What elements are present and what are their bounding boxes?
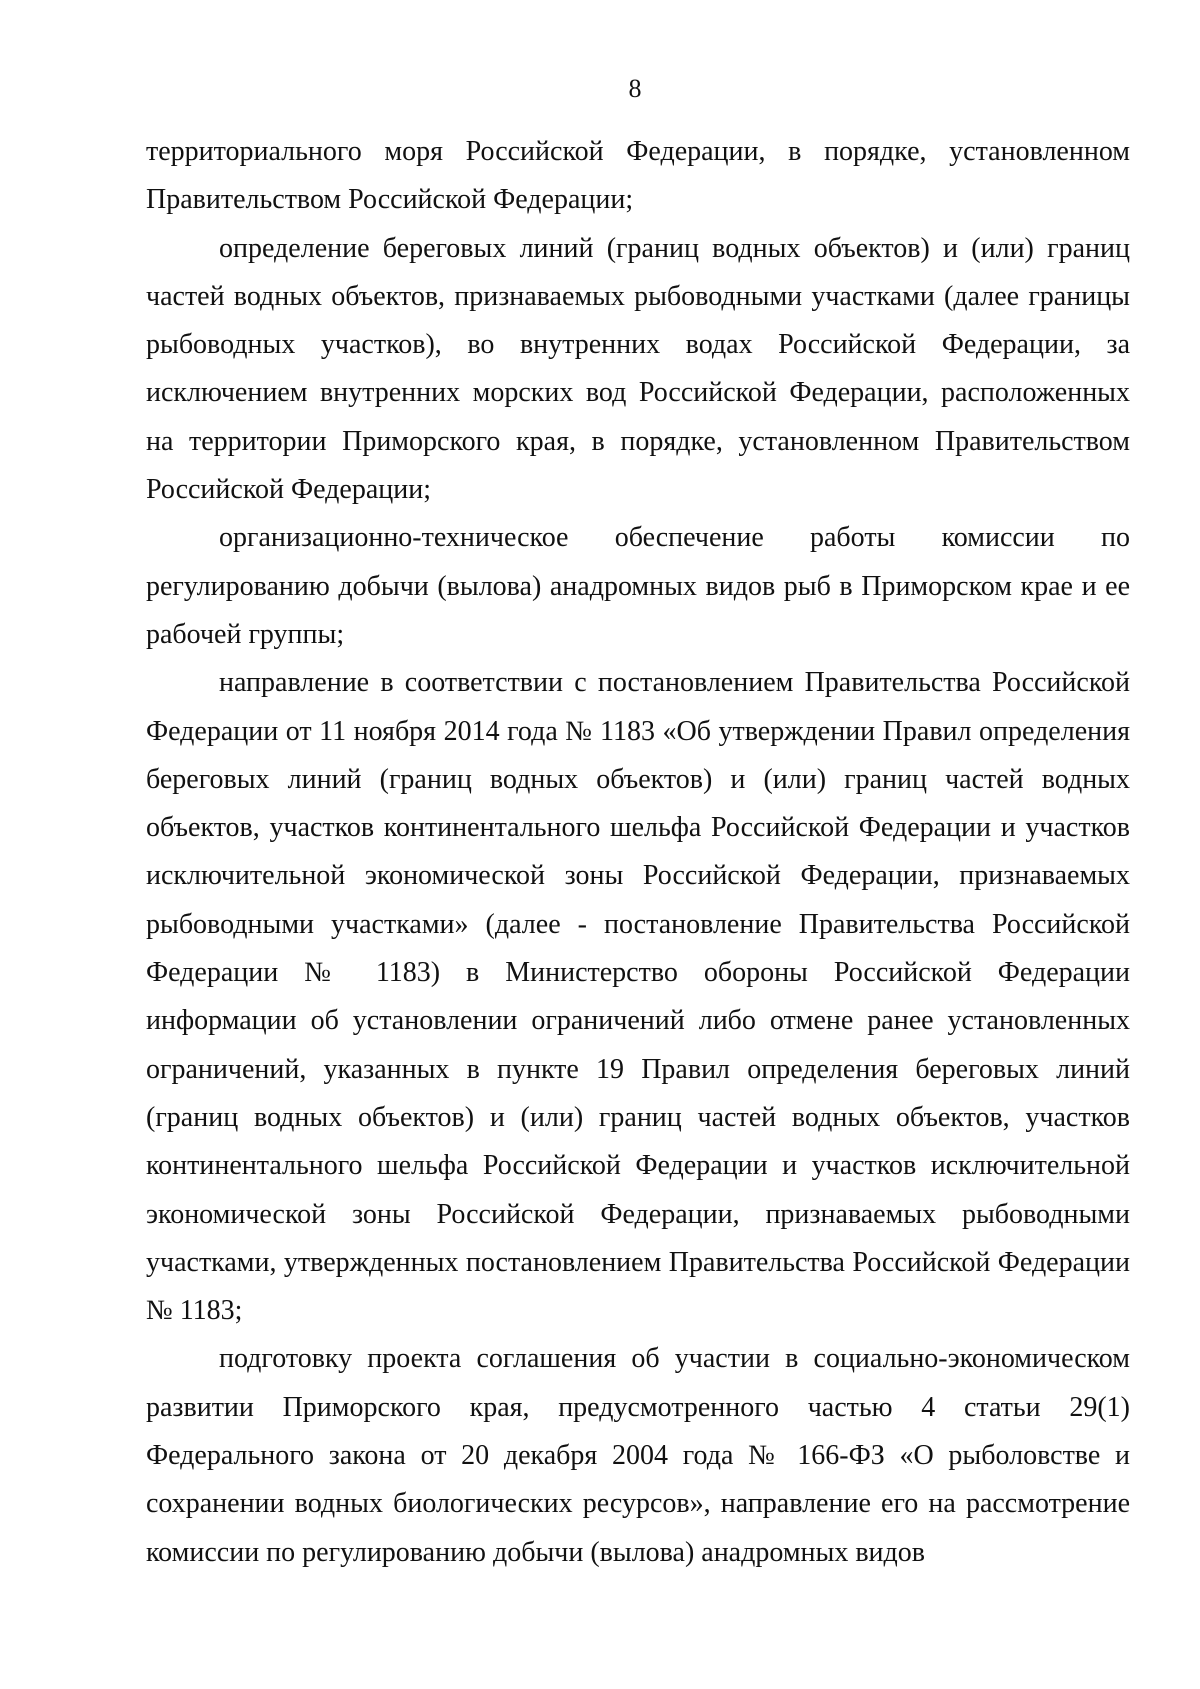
paragraph-commission-support: организационно-техническое обеспечение работы комиссии по регулированию добычи (вылова) анадромных видов рыб в Приморском крае и ее рабочей группы; (146, 522, 1130, 650)
paragraph-continuation: территориального моря Российской Федерации, в порядке, установленном Правительством Российской Федерации; (146, 136, 1130, 216)
paragraph-shoreline-definition: определение береговых линий (границ водных объектов) и (или) границ частей водных объектов, признаваемых рыбоводными участками (далее границы рыбоводных участков), во внутренних водах Российской Федерации, за исключением внутренних морских вод Российской Федерации, расположенных на территории Приморского края, в порядке, установленном Правительством Российской Федерации; (146, 232, 1130, 506)
paragraph-agreement-preparation: подготовку проекта соглашения об участии в социально-экономическом развитии Приморского края, предусмотренного частью 4 статьи 29(1) Федерального закона от 20 декабря 2004 года № 166-ФЗ «О рыболовстве и сохранении водных биологических ресурсов», направление его на рассмотрение комиссии по регулированию добычи (вылова) анадромных видов (146, 1343, 1130, 1568)
document-body (146, 128, 1130, 1577)
page-number: 8 (628, 74, 642, 103)
paragraph-ministry-notification: направление в соответствии с постановлением Правительства Российской Федерации от 11 ноября 2014 года № 1183 «Об утверждении Правил определения береговых линий (границ водных объектов) и (или) границ частей водных объектов, участков континентального шельфа Российской Федерации и участков исключительной экономической зоны Российской Федерации, признаваемых рыбоводными участками» (далее - постановление Правительства Российской Федерации № 1183) в Министерство обороны Российской Федерации информации об установлении ограничений либо отмене ранее установленных ограничений, указанных в пункте 19 Правил определения береговых линий (границ водных объектов) и (или) границ частей водных объектов, участков континентального шельфа Российской Федерации и участков исключительной экономической зоны Российской Федерации, признаваемых рыбоводными участками, утвержденных постановлением Правительства Российской Федерации № 1183; (146, 667, 1130, 1327)
